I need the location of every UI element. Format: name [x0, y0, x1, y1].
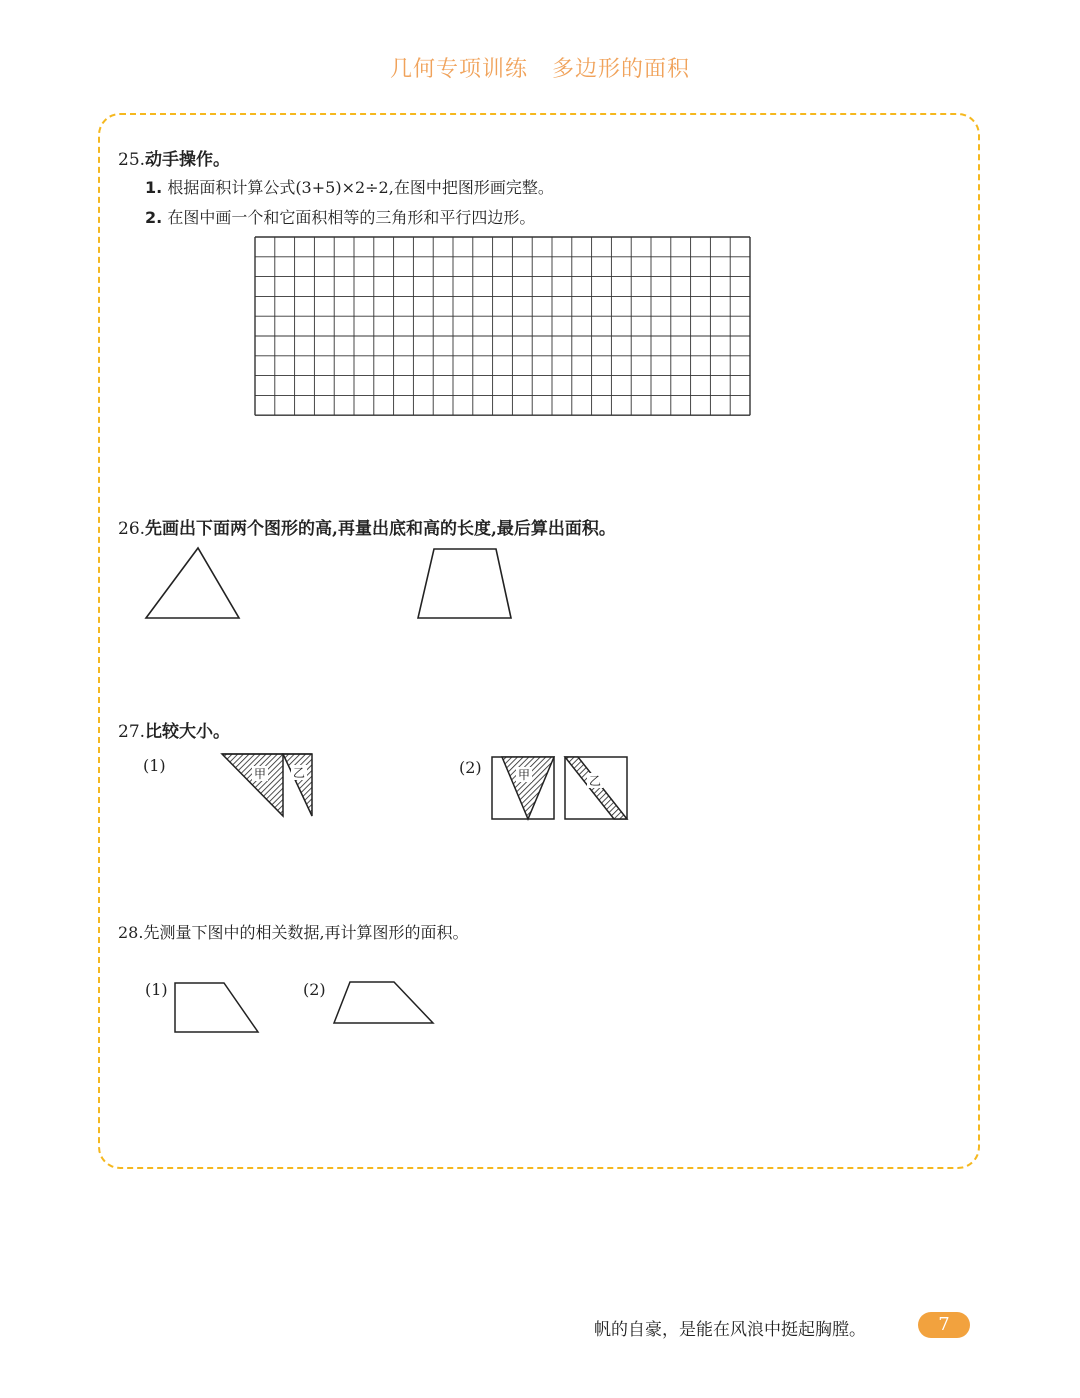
q25-number: 25. — [118, 150, 146, 170]
q25-heading — [118, 145, 230, 170]
q27-part1-label: (1) — [143, 756, 166, 775]
q28-part2-label: (2) — [303, 980, 326, 999]
q27-part2-figure — [488, 752, 633, 824]
q27-part2-label: (2) — [459, 758, 482, 777]
q26-heading — [118, 514, 616, 539]
q26-triangle-figure — [140, 542, 250, 624]
q25-item-1-text: 根据面积计算公式(3+5)×2÷2,在图中把图形画完整。 — [167, 178, 554, 197]
q28-part1-figure — [170, 978, 265, 1038]
square-grid[interactable] — [254, 236, 756, 416]
q27-part1-yi: 乙 — [292, 766, 306, 780]
q26-title: 先画出下面两个图形的高,再量出底和高的长度,最后算出面积。 — [145, 519, 616, 539]
q27-part1-jia-shape — [222, 754, 283, 816]
q25-title: 动手操作。 — [145, 150, 231, 170]
q27-number: 27. — [118, 722, 146, 742]
q25-item-2-num: 2. — [145, 208, 163, 227]
q27-part2-jia: 甲 — [517, 768, 531, 782]
q27-part1-jia: 甲 — [253, 767, 267, 781]
q26-triangle — [146, 548, 239, 618]
page-number-badge: 7 — [918, 1312, 970, 1338]
q28-part2-figure — [330, 978, 440, 1028]
q27-part1-figure — [215, 748, 320, 823]
q27-heading — [118, 717, 230, 742]
q25-item-2-text: 在图中画一个和它面积相等的三角形和平行四边形。 — [167, 208, 536, 227]
q28-number: 28. — [118, 923, 144, 942]
q25-item-2 — [145, 205, 535, 228]
q28-part1-right-trapezoid — [175, 983, 258, 1032]
q27-title: 比较大小。 — [145, 722, 231, 742]
q26-trapezoid-figure — [410, 542, 520, 624]
q28-part2-trapezoid — [334, 982, 433, 1023]
q27-part1-yi-shape — [283, 754, 312, 816]
q25-item-1-num: 1. — [145, 178, 163, 197]
q26-trapezoid — [418, 549, 511, 618]
footer-motto: 帆的自豪，是能在风浪中挺起胸膛。 — [594, 1320, 866, 1340]
q28-part1-label: (1) — [145, 980, 168, 999]
q27-part2-yi: 乙 — [588, 774, 602, 788]
q28-title: 先测量下图中的相关数据,再计算图形的面积。 — [143, 923, 469, 942]
q28-heading — [118, 920, 469, 943]
q26-number: 26. — [118, 519, 146, 539]
page-title: 几何专项训练 多边形的面积 — [390, 57, 690, 82]
q25-item-1 — [145, 175, 554, 198]
